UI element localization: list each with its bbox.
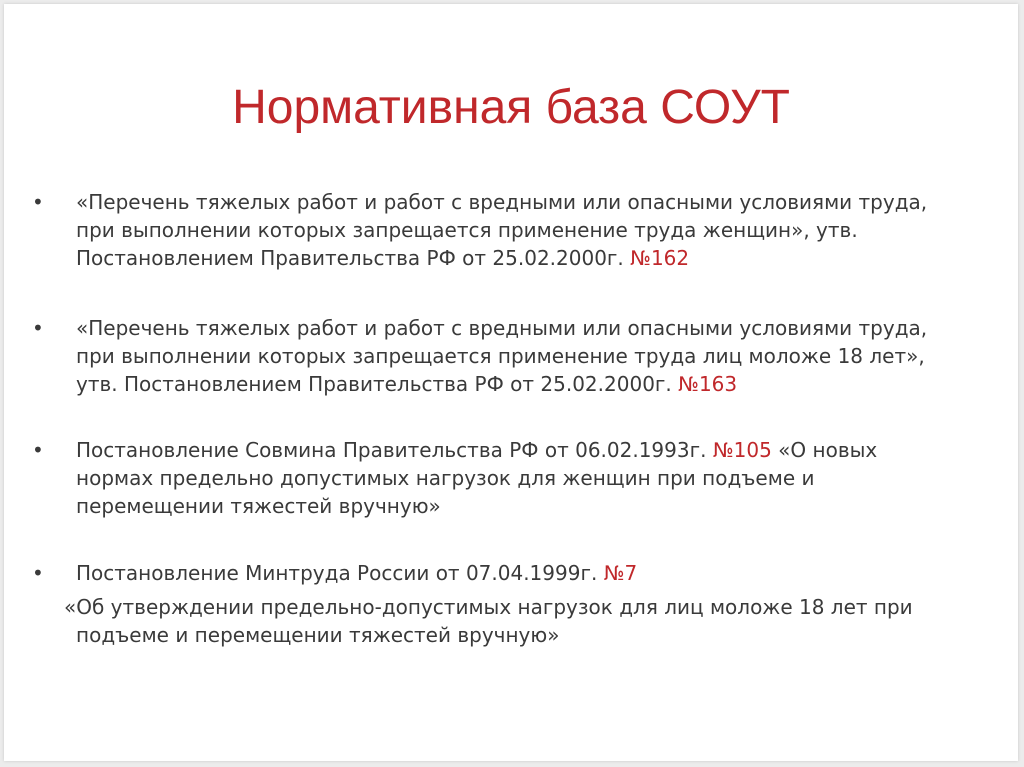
slide-title: Нормативная база СОУТ	[232, 81, 790, 134]
item-line: нормах предельно допустимых нагрузок для женщин при подъеме и	[76, 466, 815, 490]
item-text: утв. Постановлением Правительства РФ от 25.02.2000г.	[76, 372, 672, 396]
item-line	[76, 370, 927, 398]
item-line: перемещении тяжестей вручную»	[76, 494, 441, 518]
bullet-icon: •	[32, 190, 44, 214]
item-line	[76, 244, 927, 272]
item-line: подъеме и перемещении тяжестей вручную»	[76, 623, 560, 647]
item-line: «Об утверждении предельно-допустимых нагрузок для лиц моложе 18 лет при	[64, 595, 913, 619]
item-text: Постановлением Правительства РФ от 25.02.2000г.	[76, 246, 624, 270]
item-line: при выполнении которых запрещается применение труда лиц моложе 18 лет»,	[76, 344, 925, 368]
list-item	[76, 188, 927, 272]
list-item	[76, 314, 927, 398]
item-line: «Перечень тяжелых работ и работ с вредными или опасными условиями труда,	[76, 190, 928, 214]
bullet-icon: •	[32, 438, 44, 462]
bullet-icon: •	[32, 561, 44, 585]
list-item	[76, 559, 637, 587]
item-line	[76, 559, 637, 587]
item-text: Постановление Совмина Правительства РФ от 06.02.1993г.	[76, 438, 707, 462]
item-text: «О новых	[778, 438, 878, 462]
document-number: №105	[712, 438, 772, 462]
document-number: №163	[678, 372, 738, 396]
document-number: №162	[630, 246, 690, 270]
item-text: Постановление Минтруда России от 07.04.1999г.	[76, 561, 598, 585]
document-number: №7	[603, 561, 638, 585]
item-line: при выполнении которых запрещается применение труда женщин», утв.	[76, 218, 858, 242]
slide	[4, 4, 1018, 761]
item-line: «Перечень тяжелых работ и работ с вредными или опасными условиями труда,	[76, 316, 928, 340]
item-line	[76, 436, 877, 464]
bullet-icon: •	[32, 316, 44, 340]
item-continuation	[64, 593, 913, 649]
list-item	[76, 436, 877, 520]
